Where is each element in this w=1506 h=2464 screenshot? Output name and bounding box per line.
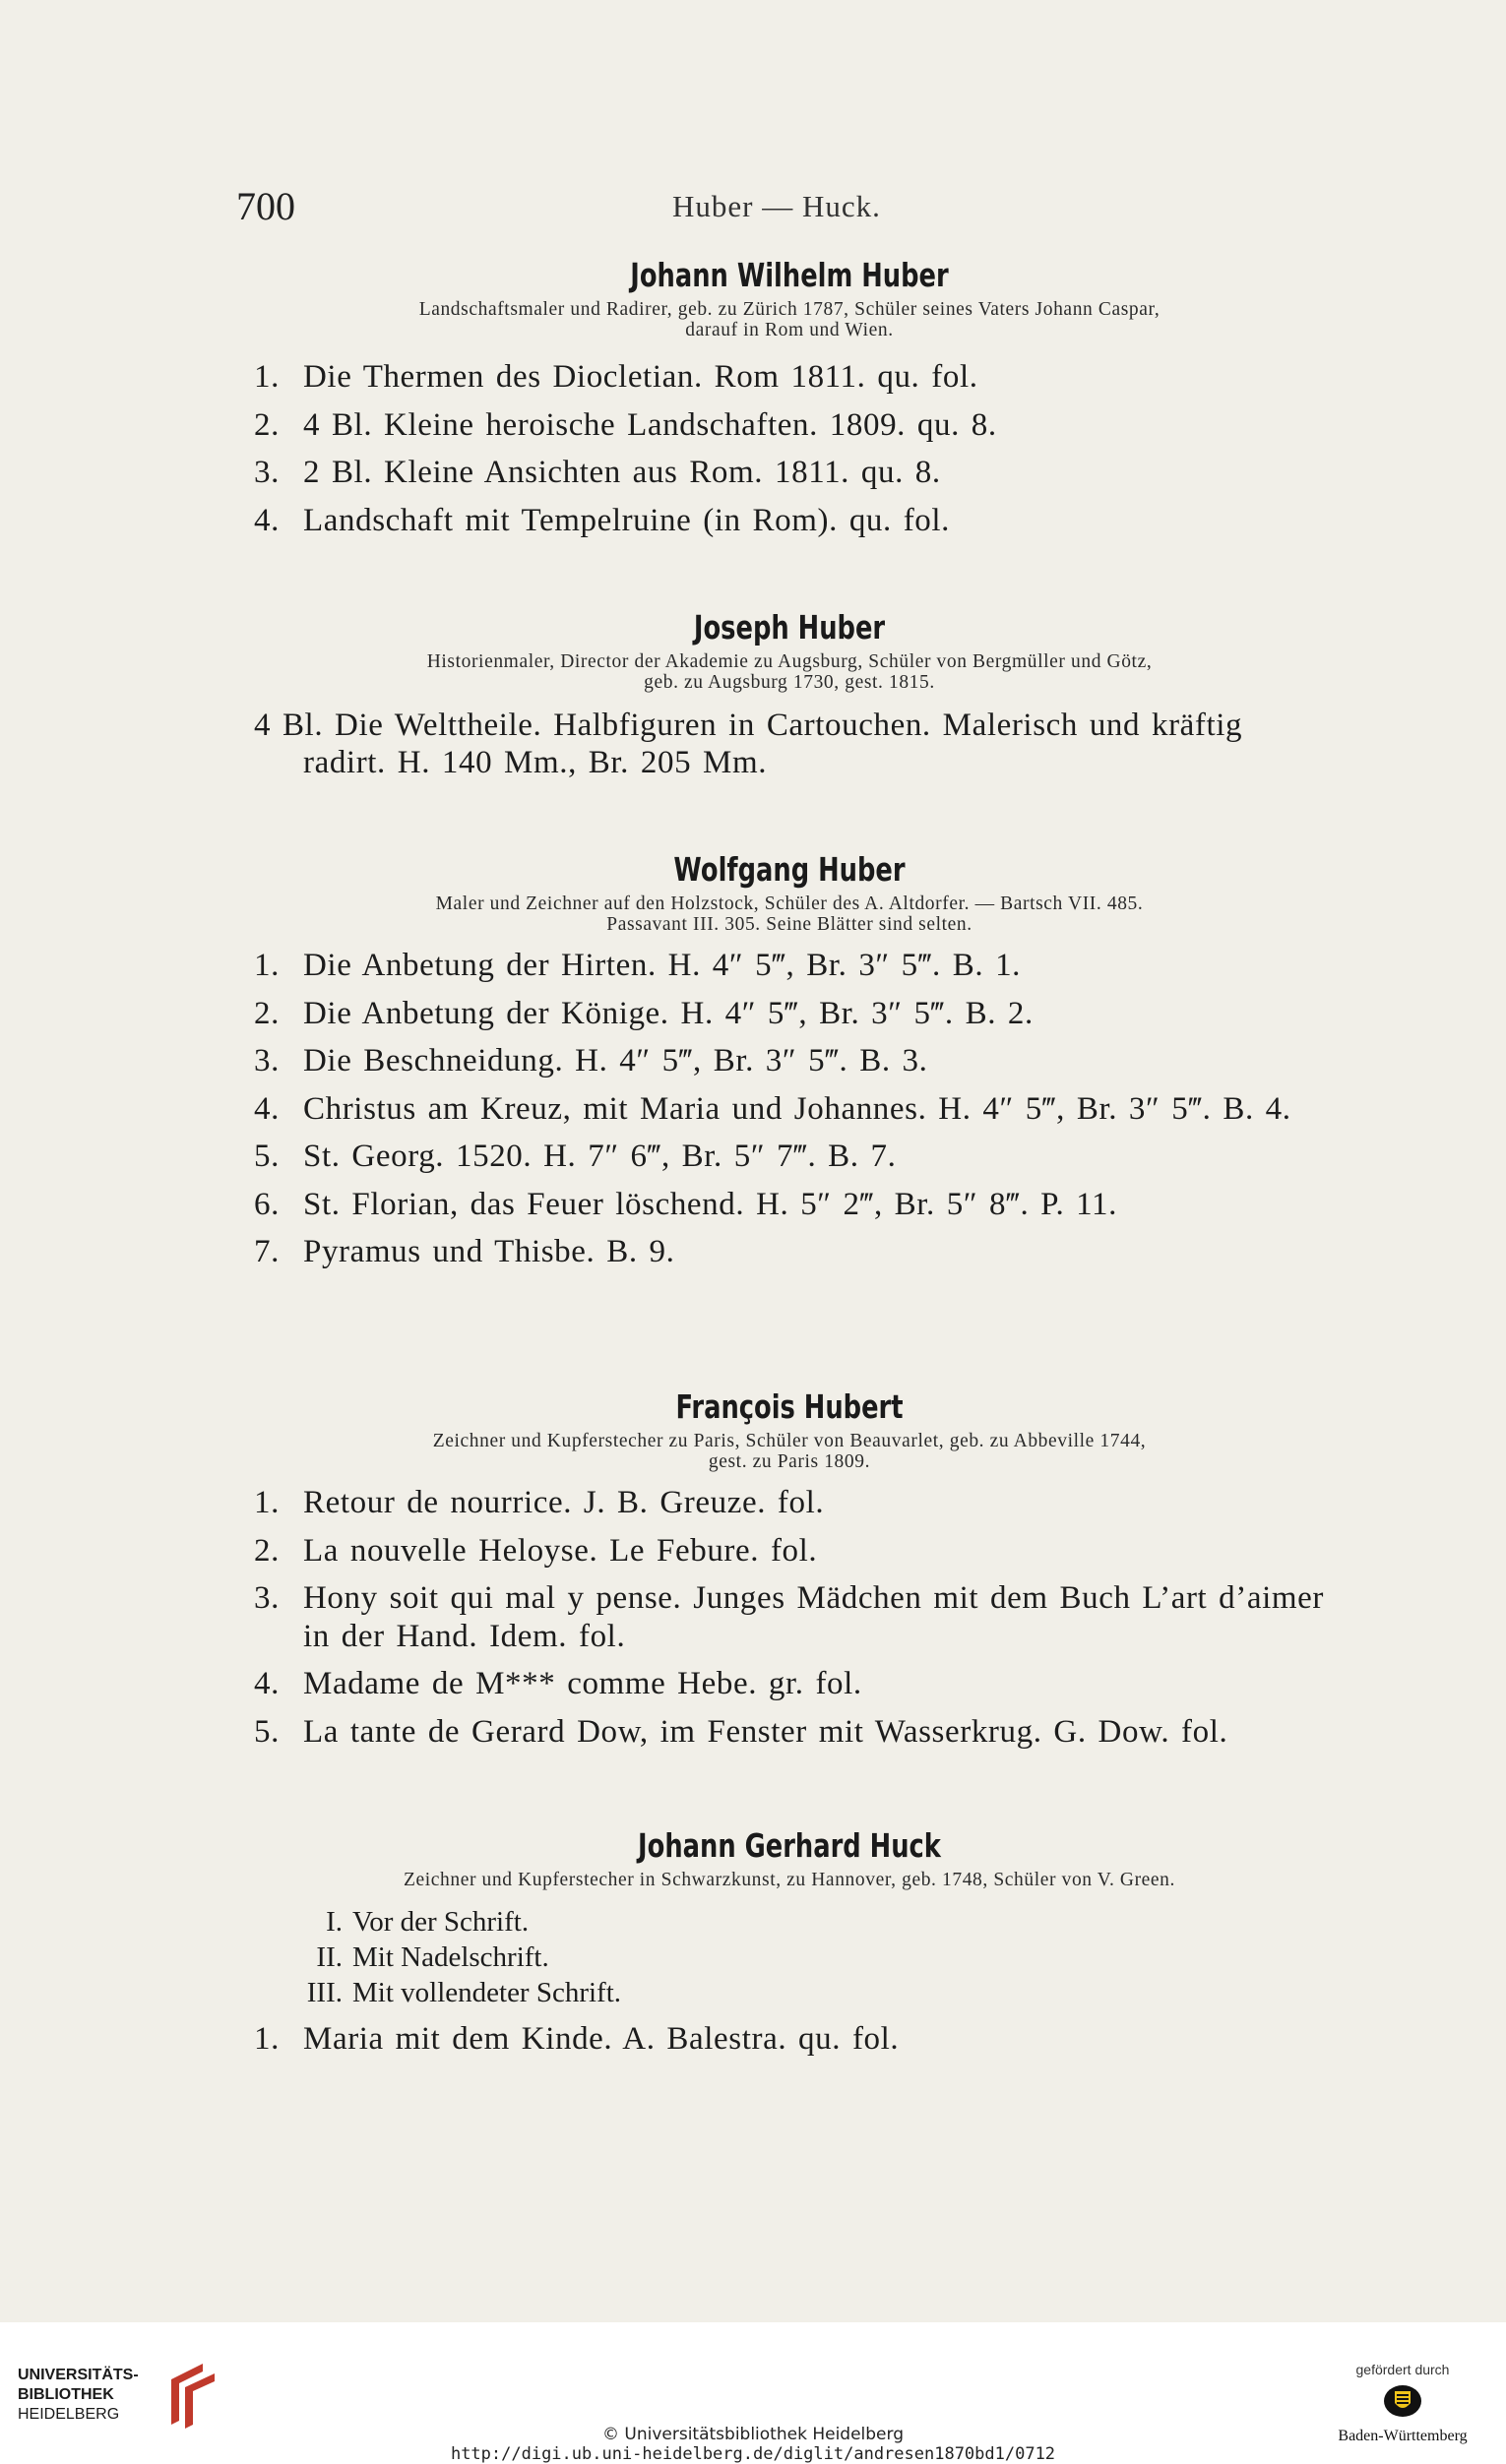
- entry-text: Die Anbetung der Hirten. H. 4″ 5‴, Br. 3″ 5‴. B. 1.: [303, 948, 1022, 983]
- running-title: Huber — Huck.: [672, 189, 881, 223]
- library-name-line3: HEIDELBERG: [18, 2406, 120, 2423]
- entry-text: Hony soit qui mal y pense. Junges Mädchen mit dem Buch L’art d’aimer in der Hand. Idem. fol.: [303, 1580, 1324, 1654]
- library-logo-text: [18, 2366, 139, 2425]
- list-item: [254, 1532, 1325, 1571]
- state-item: [274, 1975, 1325, 2010]
- entry-text: Madame de M*** comme Hebe. gr. fol.: [303, 1666, 862, 1701]
- entry-text: Maria mit dem Kinde. A. Balestra. qu. fol.: [303, 2021, 900, 2057]
- state-list: [254, 1904, 1325, 2010]
- library-name-line2: BIBLIOTHEK: [18, 2386, 114, 2403]
- list-item: [254, 502, 1325, 540]
- entry-text: 2 Bl. Kleine Ansichten aus Rom. 1811. qu. 8.: [303, 455, 941, 490]
- artist-name: Joseph Huber: [693, 608, 886, 647]
- page-number: 700: [236, 184, 295, 228]
- entry-number: 3.: [254, 1580, 280, 1616]
- list-item: [254, 1138, 1325, 1176]
- library-emblem-icon: [165, 2360, 222, 2433]
- list-item: [254, 1484, 1325, 1522]
- bio-line: Historienmaler, Director der Akademie zu Augsburg, Schüler von Bergmüller und Götz,: [426, 651, 1153, 672]
- entry-number: 7.: [254, 1234, 280, 1269]
- bio-line: gest. zu Paris 1809.: [708, 1451, 871, 1472]
- bio-line: Passavant III. 305. Seine Blätter sind selten.: [606, 914, 973, 935]
- artist-bio: [254, 1870, 1325, 1890]
- entry-text: Pyramus und Thisbe. B. 9.: [303, 1234, 675, 1269]
- list-item: [254, 1042, 1325, 1080]
- artist-section-johann-gerhard-huck: [254, 1824, 1325, 2068]
- artist-section-francois-hubert: [254, 1386, 1325, 1760]
- list-item: [254, 1665, 1325, 1703]
- artist-name: Wolfgang Huber: [673, 850, 906, 889]
- funder-name: Baden-Württemberg: [1338, 2428, 1468, 2444]
- entry-paragraph: 4 Bl. Die Welttheile. Halbfiguren in Cartouchen. Malerisch und kräftig radirt. H. 140 Mm., Br. 205 Mm.: [254, 708, 1243, 780]
- entry-text: St. Georg. 1520. H. 7″ 6‴, Br. 5″ 7‴. B. 7.: [303, 1139, 897, 1174]
- entry-number: 4.: [254, 1090, 280, 1127]
- list-item: [254, 1233, 1325, 1271]
- list-item: [254, 1579, 1325, 1655]
- coat-of-arms-icon: [1382, 2383, 1423, 2419]
- state-roman: I.: [326, 1906, 343, 1938]
- entry-number: 5.: [254, 1139, 280, 1174]
- artist-bio: [254, 299, 1325, 340]
- list-item: [254, 1186, 1325, 1224]
- entry-number: 2.: [254, 995, 280, 1031]
- bio-line: Landschaftsmaler und Radirer, geb. zu Zürich 1787, Schüler seines Vaters Johann Caspar,: [418, 299, 1161, 320]
- bio-line: geb. zu Augsburg 1730, gest. 1815.: [644, 672, 935, 693]
- list-item: [254, 1713, 1325, 1752]
- entry-number: 1.: [254, 2021, 280, 2057]
- list-item: [254, 1090, 1325, 1129]
- entry-text: Christus am Kreuz, mit Maria und Johannes. H. 4″ 5‴, Br. 3″ 5‴. B. 4.: [303, 1090, 1291, 1127]
- entry-list: [254, 2020, 1325, 2059]
- viewer-footer: [0, 2322, 1506, 2464]
- list-item: [254, 406, 1325, 445]
- list-item: [254, 454, 1325, 492]
- entry-number: 2.: [254, 1532, 280, 1569]
- entry-list: [254, 947, 1325, 1271]
- entry-number: 5.: [254, 1713, 280, 1750]
- entry-text: Retour de nourrice. J. B. Greuze. fol.: [303, 1485, 825, 1520]
- entry-text: Die Thermen des Diocletian. Rom 1811. qu. fol.: [303, 359, 978, 395]
- entry-text: Landschaft mit Tempelruine (in Rom). qu. fol.: [303, 502, 951, 538]
- state-roman: II.: [316, 1941, 343, 1973]
- bio-line: Zeichner und Kupferstecher zu Paris, Schüler von Beauvarlet, geb. zu Abbeville 1744,: [432, 1431, 1147, 1451]
- entry-text: 4 Bl. Kleine heroische Landschaften. 1809. qu. 8.: [303, 406, 997, 443]
- artist-bio: [254, 651, 1325, 693]
- artist-name: Johann Wilhelm Huber: [630, 256, 949, 294]
- running-head: [0, 183, 1506, 232]
- artist-bio: [254, 893, 1325, 935]
- funder-label: gefördert durch: [1355, 2362, 1450, 2377]
- entry-number: 6.: [254, 1186, 280, 1222]
- artist-section-wolfgang-huber: [254, 848, 1325, 1281]
- entry-number: 1.: [254, 1485, 280, 1520]
- bio-line: Zeichner und Kupferstecher in Schwarzkunst, zu Hannover, geb. 1748, Schüler von V. Green.: [403, 1870, 1176, 1890]
- state-text: Mit vollendeter Schrift.: [352, 1977, 622, 2008]
- bio-line: darauf in Rom und Wien.: [685, 320, 894, 340]
- entry-number: 2.: [254, 406, 280, 443]
- entry-number: 4.: [254, 1666, 280, 1701]
- entry-number: 1.: [254, 948, 280, 983]
- entry-number: 1.: [254, 359, 280, 395]
- bio-line: Maler und Zeichner auf den Holzstock, Schüler des A. Altdorfer. — Bartsch VII. 485.: [435, 893, 1144, 914]
- entry-number: 3.: [254, 1043, 280, 1078]
- artist-section-johann-wilhelm-huber: [254, 254, 1325, 549]
- state-text: Vor der Schrift.: [352, 1906, 530, 1938]
- artist-section-joseph-huber: [254, 606, 1325, 781]
- state-roman: III.: [306, 1977, 343, 2008]
- entry-list: [254, 358, 1325, 539]
- permalink-url[interactable]: http://digi.ub.uni-heidelberg.de/diglit/andresen1870bd1/0712: [450, 2444, 1056, 2464]
- copyright-notice: © Universitätsbibliothek Heidelberg: [601, 2425, 904, 2444]
- entry-text: La tante de Gerard Dow, im Fenster mit Wasserkrug. G. Dow. fol.: [303, 1713, 1228, 1750]
- state-item: [274, 1940, 1325, 1975]
- funder-block: [1319, 2362, 1486, 2445]
- entry-number: 4.: [254, 502, 280, 538]
- list-item: [254, 358, 1325, 397]
- entry-list: [254, 1484, 1325, 1751]
- artist-name: François Hubert: [675, 1387, 904, 1426]
- entry-text: Die Beschneidung. H. 4″ 5‴, Br. 3″ 5‴. B. 3.: [303, 1043, 928, 1078]
- entry-number: 3.: [254, 455, 280, 490]
- entry-text: St. Florian, das Feuer löschend. H. 5″ 2‴, Br. 5″ 8‴. P. 11.: [303, 1186, 1117, 1222]
- library-name-line1: UNIVERSITÄTS-: [18, 2367, 139, 2383]
- state-item: [274, 1904, 1325, 1940]
- list-item: [254, 995, 1325, 1033]
- list-item: [254, 2020, 1325, 2059]
- artist-name: Johann Gerhard Huck: [638, 1826, 941, 1865]
- state-text: Mit Nadelschrift.: [352, 1941, 549, 1973]
- entry-text: La nouvelle Heloyse. Le Febure. fol.: [303, 1532, 818, 1569]
- entry-text: Die Anbetung der Könige. H. 4″ 5‴, Br. 3″ 5‴. B. 2.: [303, 995, 1034, 1031]
- list-item: [254, 947, 1325, 985]
- artist-bio: [254, 1431, 1325, 1472]
